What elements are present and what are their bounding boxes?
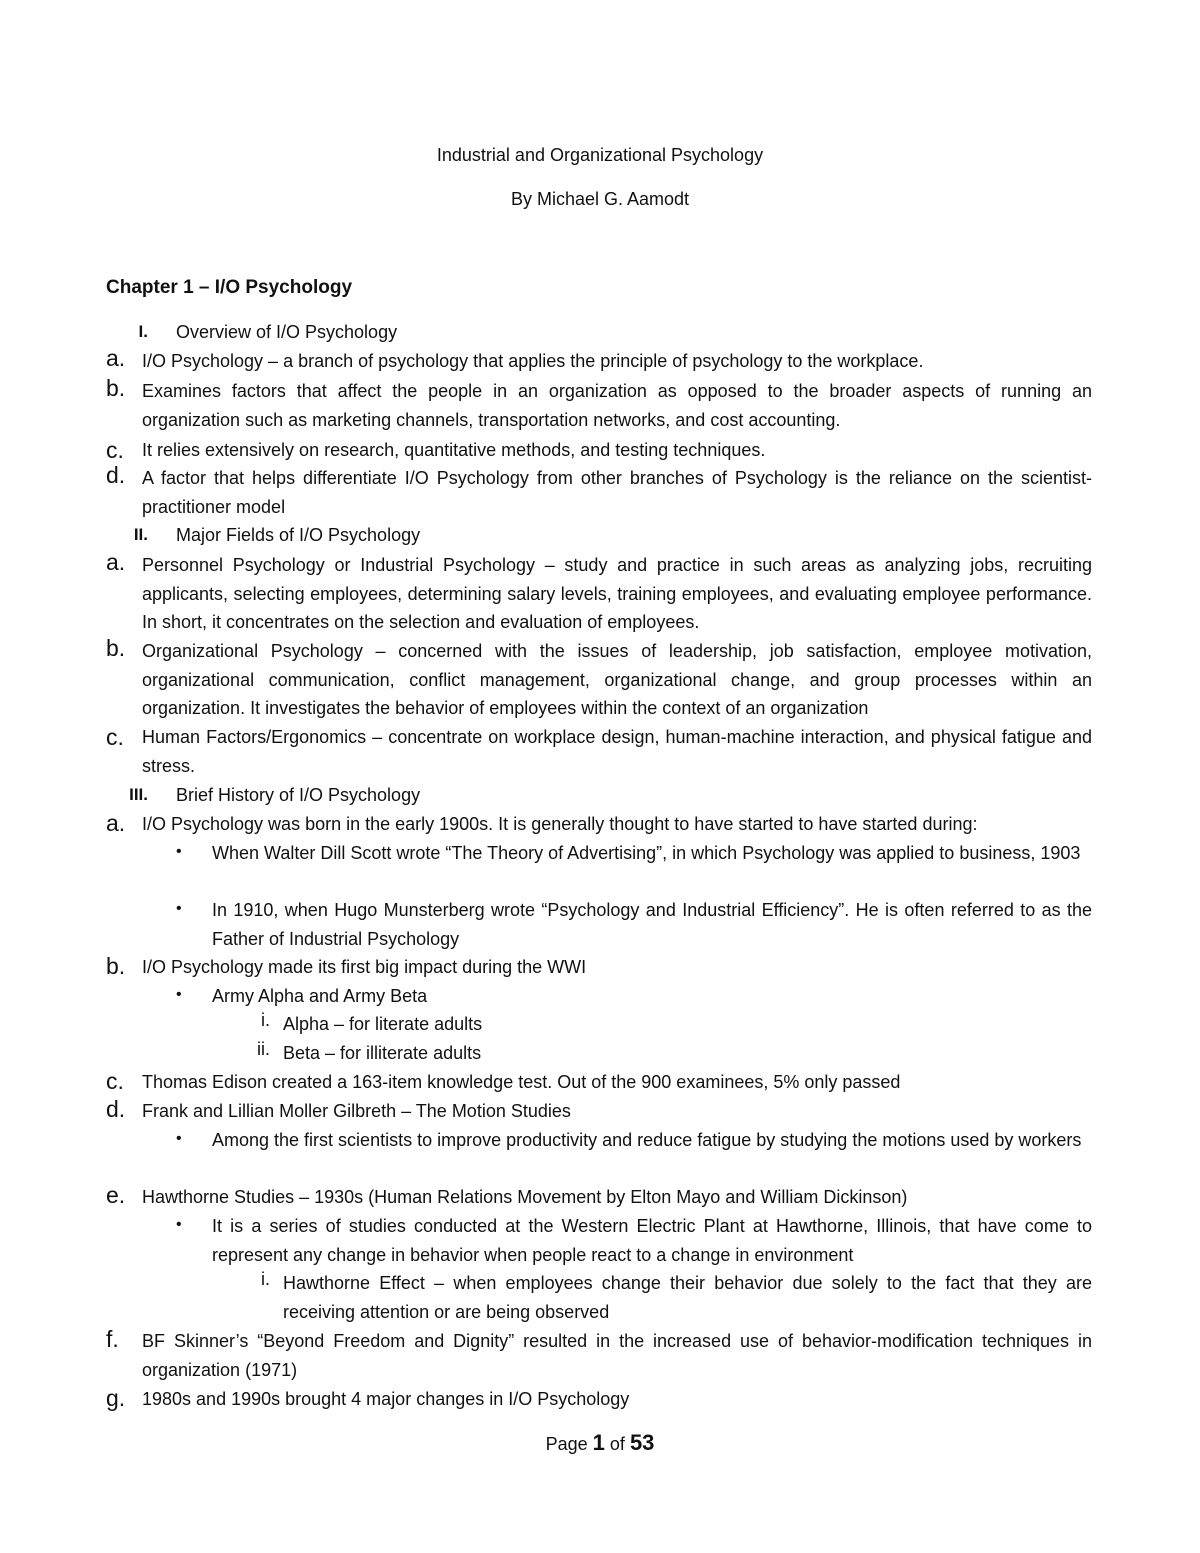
page-label: Page (545, 1434, 588, 1454)
list-item: Frank and Lillian Moller Gilbreth – The Motion Studies (142, 1101, 571, 1121)
sub-numeral: ii. (257, 1039, 270, 1059)
total-pages: 53 (629, 1430, 655, 1455)
bullet-item: When Walter Dill Scott wrote “The Theory of Advertising”, in which Psychology was applied to business, 1903 (212, 843, 1081, 863)
bullet-icon: • (176, 1130, 182, 1147)
item-letter: d. (106, 462, 126, 488)
item-letter: d. (106, 1096, 126, 1122)
bullet-icon: • (176, 986, 182, 1003)
section-heading: Overview of I/O Psychology (176, 322, 398, 342)
item-letter: a. (106, 345, 126, 371)
list-item: Thomas Edison created a 163-item knowledge test. Out of the 900 examinees, 5% only passed (142, 1072, 901, 1092)
item-letter: b. (106, 953, 126, 979)
item-letter: c. (106, 437, 124, 463)
list-item: It relies extensively on research, quantitative methods, and testing techniques. (142, 440, 766, 460)
list-item: I/O Psychology – a branch of psychology that applies the principle of psychology to the workplace. (142, 351, 924, 371)
item-letter: c. (106, 724, 124, 750)
section-heading: Major Fields of I/O Psychology (176, 525, 421, 545)
list-item: I/O Psychology made its first big impact during the WWI (142, 957, 587, 977)
item-letter: g. (106, 1385, 126, 1411)
document-author: By Michael G. Aamodt (510, 189, 690, 209)
page-number: 1 (592, 1430, 605, 1455)
of-label: of (609, 1434, 625, 1454)
bullet-item: In 1910, when Hugo Munsterberg wrote “Psychology and Industrial Efficiency”. He is often referred to as the Father of Industrial Psychology (212, 900, 1092, 949)
page-footer (0, 1430, 1200, 1456)
document-title: Industrial and Organizational Psychology (436, 145, 764, 165)
list-item: Hawthorne Studies – 1930s (Human Relations Movement by Elton Mayo and William Dickinson) (142, 1187, 908, 1207)
sub-numeral: i. (261, 1010, 270, 1030)
item-letter: f. (106, 1326, 119, 1352)
list-item: BF Skinner’s “Beyond Freedom and Dignity” resulted in the increased use of behavior-modification techniques in organization (1971) (142, 1331, 1092, 1380)
sub-item: Beta – for illiterate adults (283, 1043, 482, 1063)
section-numeral: II. (133, 525, 148, 544)
list-item: Human Factors/Ergonomics – concentrate on workplace design, human-machine interaction, and physical fatigue and stress. (142, 727, 1092, 776)
section-heading: Brief History of I/O Psychology (176, 785, 421, 805)
item-letter: a. (106, 810, 126, 836)
section-numeral: I. (138, 322, 148, 341)
list-item: Personnel Psychology or Industrial Psychology – study and practice in such areas as analyzing jobs, recruiting applicants, selecting employees, determining salary levels, training employees, and evaluating employee performance. In short, it concentrates on the selection and evaluation of employees. (142, 555, 1092, 632)
list-item: Examines factors that affect the people in an organization as opposed to the broader aspects of running an organization such as marketing channels, transportation networks, and cost accounting. (142, 381, 1092, 430)
list-item: Organizational Psychology – concerned with the issues of leadership, job satisfaction, employee motivation, organizational communication, conflict management, organizational change, and group processes within an organization. It investigates the behavior of employees within the context of an organization (142, 641, 1092, 718)
sub-item: Hawthorne Effect – when employees change their behavior due solely to the fact that they are receiving attention or are being observed (283, 1273, 1092, 1322)
sub-item: Alpha – for literate adults (283, 1014, 483, 1034)
item-letter: a. (106, 549, 126, 575)
item-letter: e. (106, 1182, 126, 1208)
item-letter: b. (106, 635, 126, 661)
bullet-icon: • (176, 1216, 182, 1233)
bullet-item: Army Alpha and Army Beta (212, 986, 428, 1006)
section-numeral: III. (129, 785, 148, 804)
item-letter: b. (106, 375, 126, 401)
bullet-item: Among the first scientists to improve productivity and reduce fatigue by studying the motions used by workers (212, 1130, 1082, 1150)
chapter-heading: Chapter 1 – I/O Psychology (106, 277, 353, 298)
bullet-icon: • (176, 843, 182, 860)
list-item: I/O Psychology was born in the early 1900s. It is generally thought to have started to have started during: (142, 814, 978, 834)
item-letter: c. (106, 1068, 124, 1094)
list-item: A factor that helps differentiate I/O Psychology from other branches of Psychology is the reliance on the scientist-practitioner model (142, 468, 1092, 517)
list-item: 1980s and 1990s brought 4 major changes in I/O Psychology (142, 1389, 630, 1409)
sub-numeral: i. (261, 1269, 270, 1289)
bullet-icon: • (176, 900, 182, 917)
bullet-item: It is a series of studies conducted at the Western Electric Plant at Hawthorne, Illinois, that have come to represent any change in behavior when people react to a change in environment (212, 1216, 1092, 1265)
